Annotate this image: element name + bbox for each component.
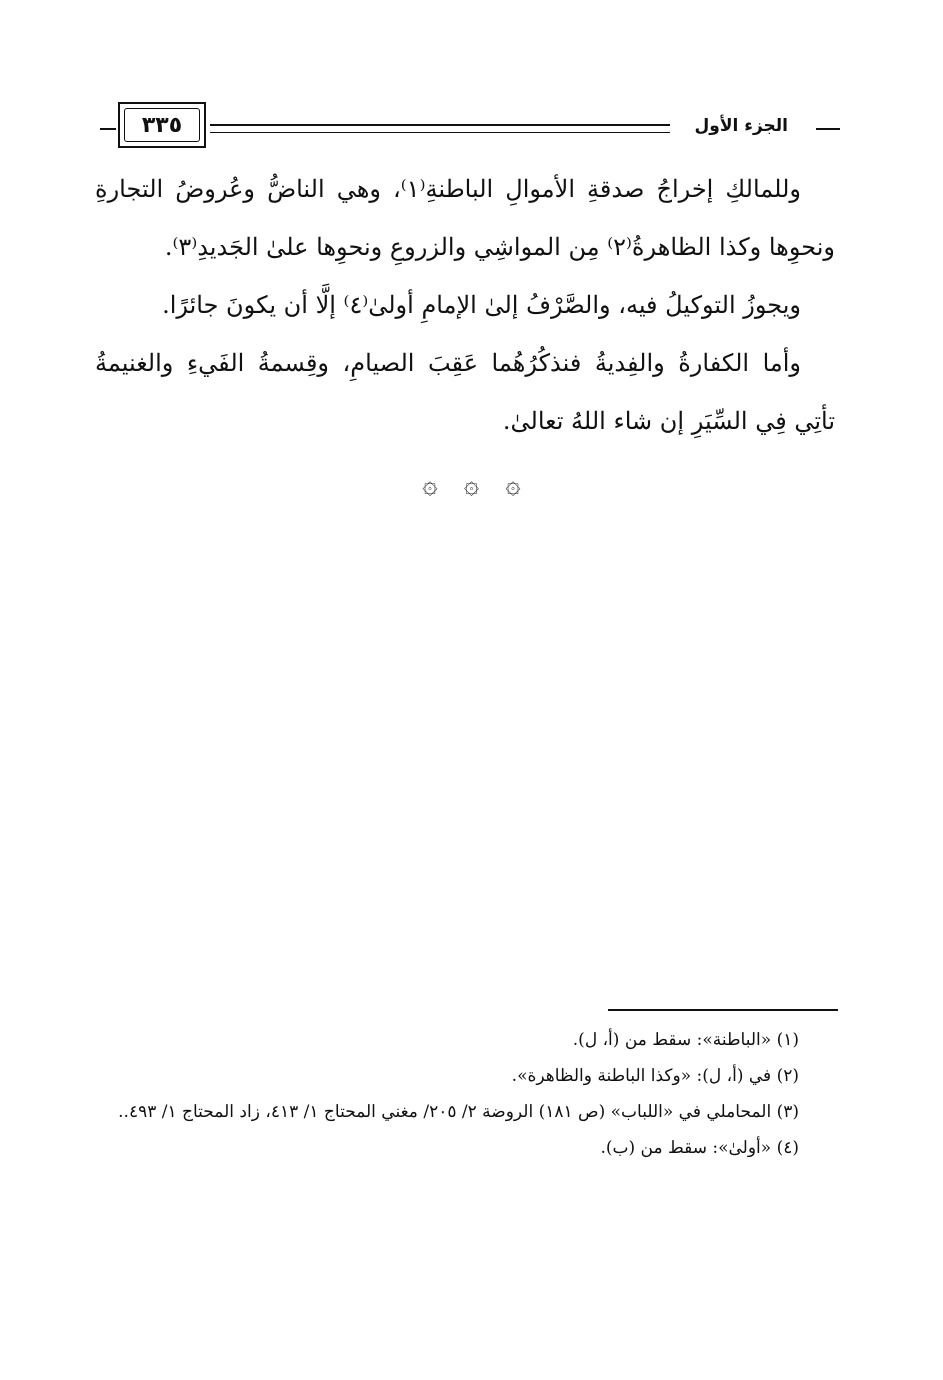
- page-number: ٣٣٥: [141, 112, 183, 138]
- star-ornament-icon: ۞: [422, 470, 438, 500]
- header-rule: [210, 124, 670, 133]
- paragraph-sadaqa: وللمالكِ إخراجُ صدقةِ الأموالِ الباطنةِ⁽١⁾، وهي الناضُّ وعُروضُ التجارةِ ونحوِها وكذا الظاهرةُ⁽٢⁾ مِن المواشِي والزروعِ ونحوِها علىٰ الجَديدِ⁽٣⁾.: [95, 175, 835, 261]
- running-title: الجزء الأول: [694, 116, 788, 136]
- page-number-box: [118, 102, 206, 148]
- paragraph-tawkil: ويجوزُ التوكيلُ فيه، والصَّرْفُ إلىٰ الإمامِ أولىٰ⁽٤⁾ إلَّا أن يكونَ جائرًا.: [162, 291, 801, 319]
- header-dash-right: [816, 128, 840, 130]
- footnote-3: (٣) المحاملي في «اللباب» (ص ١٨١) الروضة ٢/ ٢٠٥/ مغني المحتاج ١/ ٤١٣، زاد المحتاج ١/ ٤٩٣..: [118, 1102, 799, 1122]
- footnote-1: (١) «الباطنة»: سقط من (أ، ل).: [572, 1030, 799, 1050]
- footnotes: [95, 1024, 835, 1168]
- page-number-frame: [124, 108, 200, 142]
- footnote-4: (٤) «أولىٰ»: سقط من (ب).: [600, 1138, 799, 1158]
- star-ornament-icon: ۞: [505, 470, 521, 500]
- footnote-2: (٢) في (أ، ل): «وكذا الباطنة والظاهرة».: [511, 1066, 799, 1086]
- paragraph-kaffara: وأما الكفارةُ والفِديةُ فنذكُرُهُما عَقِبَ الصيامِ، وقِسمةُ الفَيءِ والغنيمةُ تأتِي فِي السِّيَرِ إن شاء اللهُ تعالىٰ.: [95, 349, 835, 435]
- section-end-ornament: [0, 470, 943, 500]
- star-ornament-icon: ۞: [463, 470, 480, 500]
- footnote-separator: [608, 1009, 838, 1011]
- main-text: [95, 160, 835, 450]
- page-header: [100, 100, 840, 154]
- header-dash-left: [100, 128, 116, 130]
